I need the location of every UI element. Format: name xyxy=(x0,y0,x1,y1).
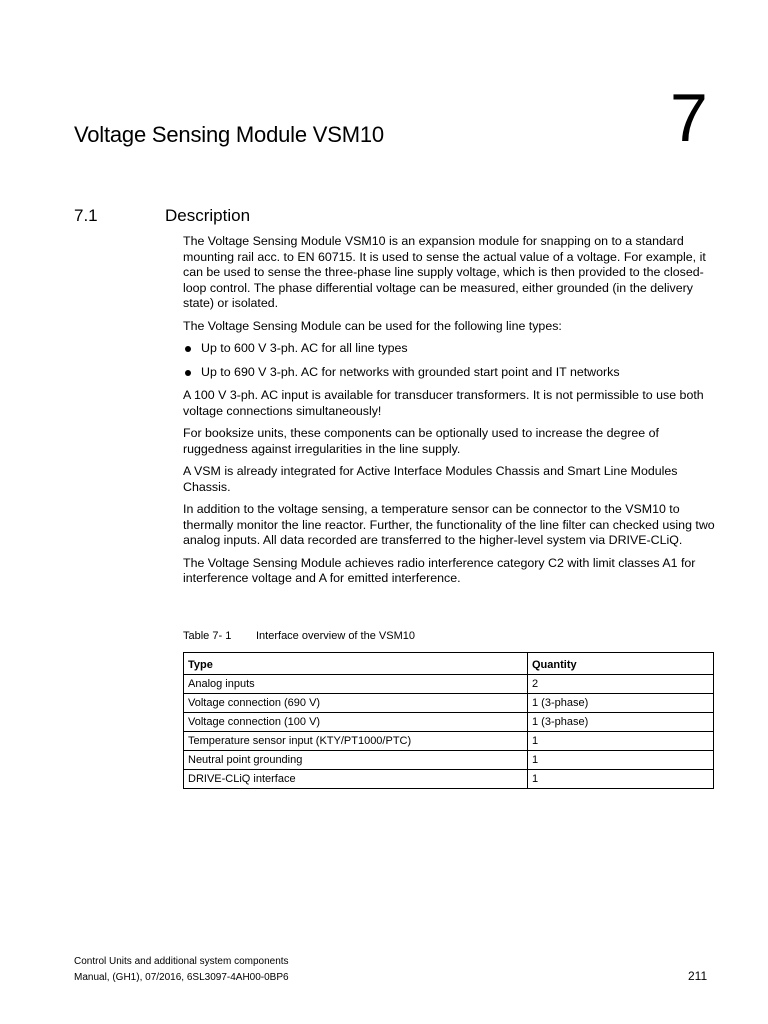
list-item xyxy=(183,341,715,357)
table-cell: DRIVE-CLiQ interface xyxy=(184,770,528,789)
table-row xyxy=(184,770,714,789)
table-cell: 1 (3-phase) xyxy=(528,694,714,713)
list-item-text: Up to 600 V 3-ph. AC for all line types xyxy=(201,341,408,355)
table-row xyxy=(184,732,714,751)
page-number: 211 xyxy=(688,969,708,983)
bullet-icon xyxy=(185,346,191,352)
table-cell: 1 xyxy=(528,732,714,751)
bullet-icon xyxy=(185,370,191,376)
table-cell: Neutral point grounding xyxy=(184,751,528,770)
table-cell: Temperature sensor input (KTY/PT1000/PTC) xyxy=(184,732,528,751)
page-footer xyxy=(74,954,289,986)
table-cell: 1 xyxy=(528,751,714,770)
table-row xyxy=(184,694,714,713)
table-caption-text: Interface overview of the VSM10 xyxy=(256,630,415,642)
chapter-title: Voltage Sensing Module VSM10 xyxy=(74,122,384,147)
table-row xyxy=(184,751,714,770)
line-types-list xyxy=(183,341,715,380)
paragraph-temperature-sensor: In addition to the voltage sensing, a temperature sensor can be connector to the VSM10 to thermally monitor the line reactor. Further, the functionality of the line filter can checked using two analog inputs. All data recorded are transferred to the higher-level system via DRIVE-CLiQ. xyxy=(183,502,715,547)
table-header-row xyxy=(184,653,714,675)
table-cell: Analog inputs xyxy=(184,675,528,694)
paragraph-interference: The Voltage Sensing Module achieves radio interference category C2 with limit classes A1 for interference voltage and A for emitted interference. xyxy=(183,555,696,585)
table-cell: Voltage connection (690 V) xyxy=(184,694,528,713)
table-cell: 2 xyxy=(528,675,714,694)
section-number: 7.1 xyxy=(74,206,98,225)
paragraph-100v-input: A 100 V 3-ph. AC input is available for transducer transformers. It is not permissible to use both voltage connections simultaneously! xyxy=(183,388,704,418)
footer-document-title: Control Units and additional system components xyxy=(74,956,289,967)
paragraph-intro: The Voltage Sensing Module VSM10 is an expansion module for snapping on to a standard mounting rail acc. to EN 60715. It is used to sense the actual value of a voltage. For example, it can be used to sense the three-phase line supply voltage, which is then provided to the closed-loop control. The phase differential voltage can be measured, either grounded (in the delivery state) or isolated. xyxy=(183,234,706,310)
interface-overview-table xyxy=(183,652,714,789)
chapter-number: 7 xyxy=(670,80,708,156)
table-row xyxy=(184,713,714,732)
table-cell: 1 xyxy=(528,770,714,789)
paragraph-vsm-integrated: A VSM is already integrated for Active Interface Modules Chassis and Smart Line Modules Chassis. xyxy=(183,464,678,494)
column-header-type: Type xyxy=(184,653,528,675)
table-row xyxy=(184,675,714,694)
paragraph-line-types: The Voltage Sensing Module can be used for the following line types: xyxy=(183,318,562,333)
table-cell: 1 (3-phase) xyxy=(528,713,714,732)
list-item xyxy=(183,365,715,381)
table-cell: Voltage connection (100 V) xyxy=(184,713,528,732)
section-body xyxy=(183,234,715,594)
footer-document-id: Manual, (GH1), 07/2016, 6SL3097-4AH00-0BP6 xyxy=(74,972,289,983)
table-caption-number: Table 7- 1 xyxy=(183,630,232,642)
table-caption xyxy=(183,630,415,642)
paragraph-booksize: For booksize units, these components can be optionally used to increase the degree of ruggedness against irregularities in the line supply. xyxy=(183,426,659,456)
column-header-quantity: Quantity xyxy=(528,653,714,675)
list-item-text: Up to 690 V 3-ph. AC for networks with grounded start point and IT networks xyxy=(201,364,620,379)
section-title: Description xyxy=(165,206,251,225)
